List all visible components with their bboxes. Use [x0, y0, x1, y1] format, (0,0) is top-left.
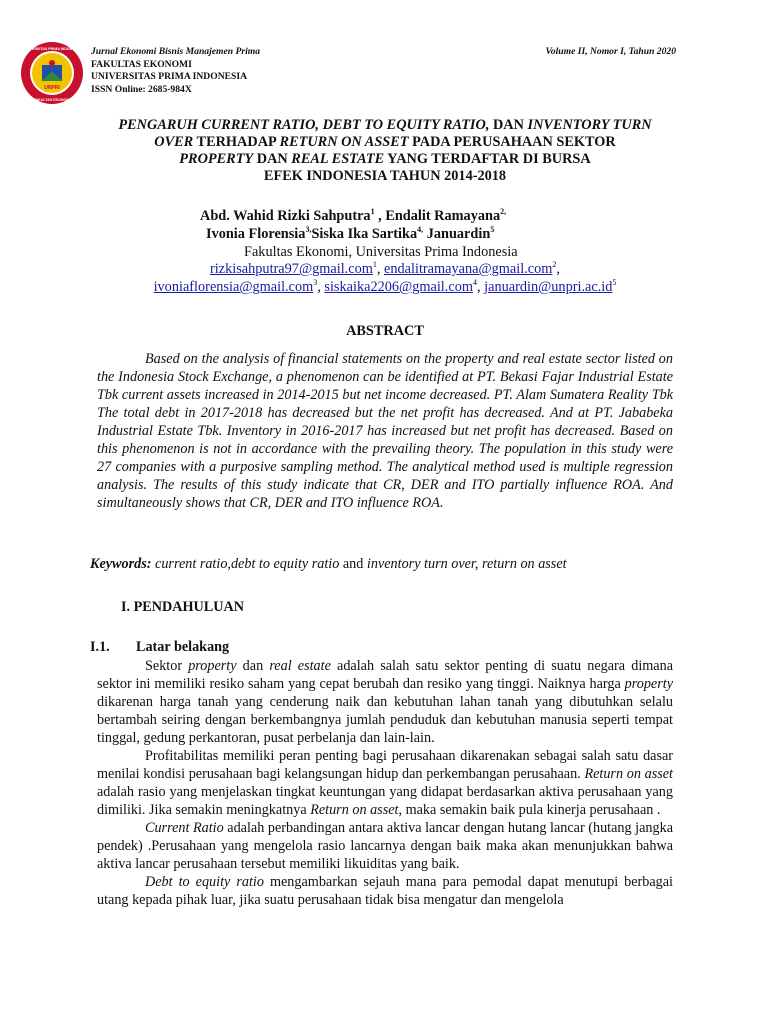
section-heading: I. PENDAHULUAN [121, 599, 244, 615]
email-link[interactable]: siskaika2206@gmail.com [324, 279, 473, 295]
logo-bottom-text: FAKULTAS EKONOMI [33, 98, 71, 102]
email-link[interactable]: ivoniaflorensia@gmail.com [153, 279, 314, 295]
paragraph-3: Current Ratio adalah perbandingan antara aktiva lancar dengan hutang lancar (hutang jangka pendek) .Perusahaan yang mengelola rasio lancarnya dengan baik maka akan menunjukkan bahwa aktiva lancar perusahaan tersebut memiliki likuiditas yang baik. [97, 820, 673, 872]
affiliation: Fakultas Ekonomi, Universitas Prima Indonesia [244, 244, 518, 260]
faculty-name: FAKULTAS EKONOMI [91, 58, 192, 70]
email-line-1: rizkisahputra97@gmail.com$^1$, endalitramayana@gmail.com$^2$, [210, 260, 560, 277]
paragraph-2: Profitabilitas memiliki peran penting bagi perusahaan dikarenakan sebagai salah satu dasar menilai kondisi perusahaan bagi kelangsungan hidup dan perkembangan perusahaan. Return on asset adalah rasio yang menjelaskan tingkat keuntungan yang didapat berdasarkan aktiva perusahaan yang dimiliki. Jika semakin meningkatnya Return on asset, maka semakin baik pula kinerja perusahaan . [97, 748, 673, 818]
paragraph-1: Sektor property dan real estate adalah salah satu sektor penting di suatu negara dimana sektor ini memiliki resiko saham yang cepat berubah dan resiko yang tinggi. Naiknya harga property dikarenan harga tanah yang cenderung naik dan kebutuhan lahan tanah yang dibutuhkan selalu bertambah seiring dengan berkembangnya jumlah penduduk dan kebutuhan manusia seperti tempat tinggal, gedung perkantoran, pusat perbelanja dan lain-lain. [97, 658, 673, 746]
volume-info: Volume II, Nomor I, Tahun 2020 [545, 46, 676, 57]
journal-header [91, 46, 260, 96]
subsection-number: I.1. [90, 639, 110, 655]
journal-name: Jurnal Ekonomi Bisnis Manajemen Prima [91, 46, 261, 57]
logo-center-text: UNPRI [44, 85, 60, 91]
paragraph-4: Debt to equity ratio mengambarkan sejauh mana para pemodal dapat menutupi berbagai utang kepada pihak luar, jika suatu perusahaan tidak bisa mengatur dan mengelola [97, 874, 673, 908]
abstract-body: Based on the analysis of financial statements on the property and real estate sector listed on the Indonesia Stock Exchange, a phenomenon can be identified at PT. Bekasi Fajar Industrial Estate Tbk current assets increased in 2014-2015 but net income decreased. PT. Alam Sumatera Reality Tbk The total debt in 2017-2018 has decreased but the net profit has decreased. And at PT. Jababeka Industrial Estate Tbk. Inventory in 2016-2017 has increased but net profit has decreased. Based on this phenomenon is not in accordance with the prevailing theory. The population in this study were 27 companies with a purposive sampling method. The analytical method used is multiple regression analysis. The results of this study indicate that CR, DER and ITO partially influence ROA. And simultaneously shows that CR, DER and ITO influence ROA. [97, 351, 673, 511]
email-link[interactable]: rizkisahputra97@gmail.com [210, 261, 373, 277]
email-link[interactable]: endalitramayana@gmail.com [384, 261, 553, 277]
paper-title: PENGARUH CURRENT RATIO, DEBT TO EQUITY RATIO, DAN INVENTORY TURN OVER TERHADAP RETURN ON ASSET PADA PERUSAHAAN SEKTOR PROPERTY DAN REAL ESTATE YANG TERDAFTAR DI BURSA EFEK INDONESIA TAHUN 2014-2018 [118, 117, 652, 184]
email-line-2: ivoniaflorensia@gmail.com$^3$, siskaika2206@gmail.com$^4$, $januardin@unpri.ac.id^5$ [153, 278, 617, 295]
email-link[interactable]: januardin@unpri.ac.id [484, 279, 613, 295]
body-text [97, 657, 673, 909]
university-logo [20, 41, 84, 105]
author-line-1: Abd. Wahid Rizki Sahputra$^1$ , Endalit Ramayana$^{2,}$ [200, 207, 507, 224]
issn: ISSN Online: 2685-984X [91, 83, 192, 95]
subsection-title: Latar belakang [136, 639, 230, 655]
keywords: Keywords: current ratio,debt to equity ratio and inventory turn over, return on asset [90, 556, 567, 572]
logo-top-text: UNIVERSITAS PRIMA INDONESIA [23, 47, 81, 51]
author-line-2: Ivonia Florensia$^{3,}$Siska Ika Sartika$^{4,}$ Januardin$^5$ [206, 225, 495, 242]
abstract-heading: ABSTRACT [346, 323, 424, 339]
university-name: UNIVERSITAS PRIMA INDONESIA [91, 71, 248, 83]
